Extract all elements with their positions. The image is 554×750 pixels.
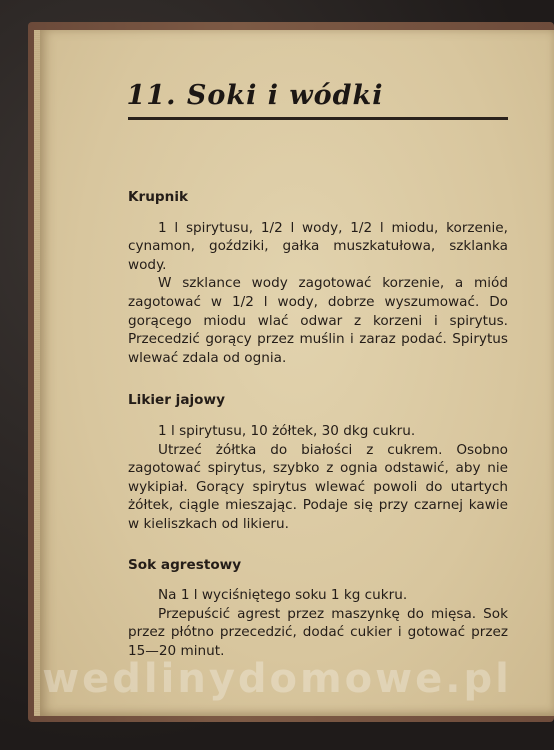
ingredients-paragraph: 1 l spirytusu, 10 żółtek, 30 dkg cukru. [158, 422, 416, 439]
recipe-likier-jajowy [128, 391, 508, 533]
page-content [128, 188, 508, 682]
title-divider [128, 117, 508, 120]
instructions-paragraph: Przepuścić agrest przez maszynkę do mięsa. Sok przez płótno przecedzić, dodać cukier i gotować przez 15—20 minut. [128, 605, 508, 659]
ingredients-paragraph: Na 1 l wyciśniętego soku 1 kg cukru. [158, 587, 408, 604]
watermark: wedlinydomowe.pl [42, 656, 512, 702]
recipe-heading: Sok agrestowy [128, 556, 242, 573]
instructions-paragraph: Utrzeć żółtka do białości z cukrem. Osobno zagotować spirytus, szybko z ognia odstawić, aby nie wykipiał. Gorący spirytus wlewać powoli do utartych żółtek, ciągle mieszając. Podaje się przy czarnej kawie w kieliszkach od likieru. [128, 441, 508, 532]
recipe-heading: Krupnik [128, 189, 189, 205]
chapter-title: 11. Soki i wódki [126, 80, 384, 111]
recipe-krupnik [128, 188, 508, 367]
recipe-sok-agrestowy [128, 556, 508, 661]
recipe-heading: Likier jajowy [128, 392, 225, 409]
ingredients-paragraph: 1 l spirytusu, 1/2 l wody, 1/2 l miodu, korzenie, cynamon, goździki, gałka muszkatułowa, szklanka wody. [128, 219, 508, 273]
instructions-paragraph: W szklance wody zagotować korzenie, a miód zagotować w 1/2 l wody, dobrze wyszumować. Do gorącego miodu wlać odwar z korzeni i spirytus. Przecedzić gorący przez muślin i zaraz podać. Spirytus wlewać zdala od ognia. [128, 275, 508, 366]
